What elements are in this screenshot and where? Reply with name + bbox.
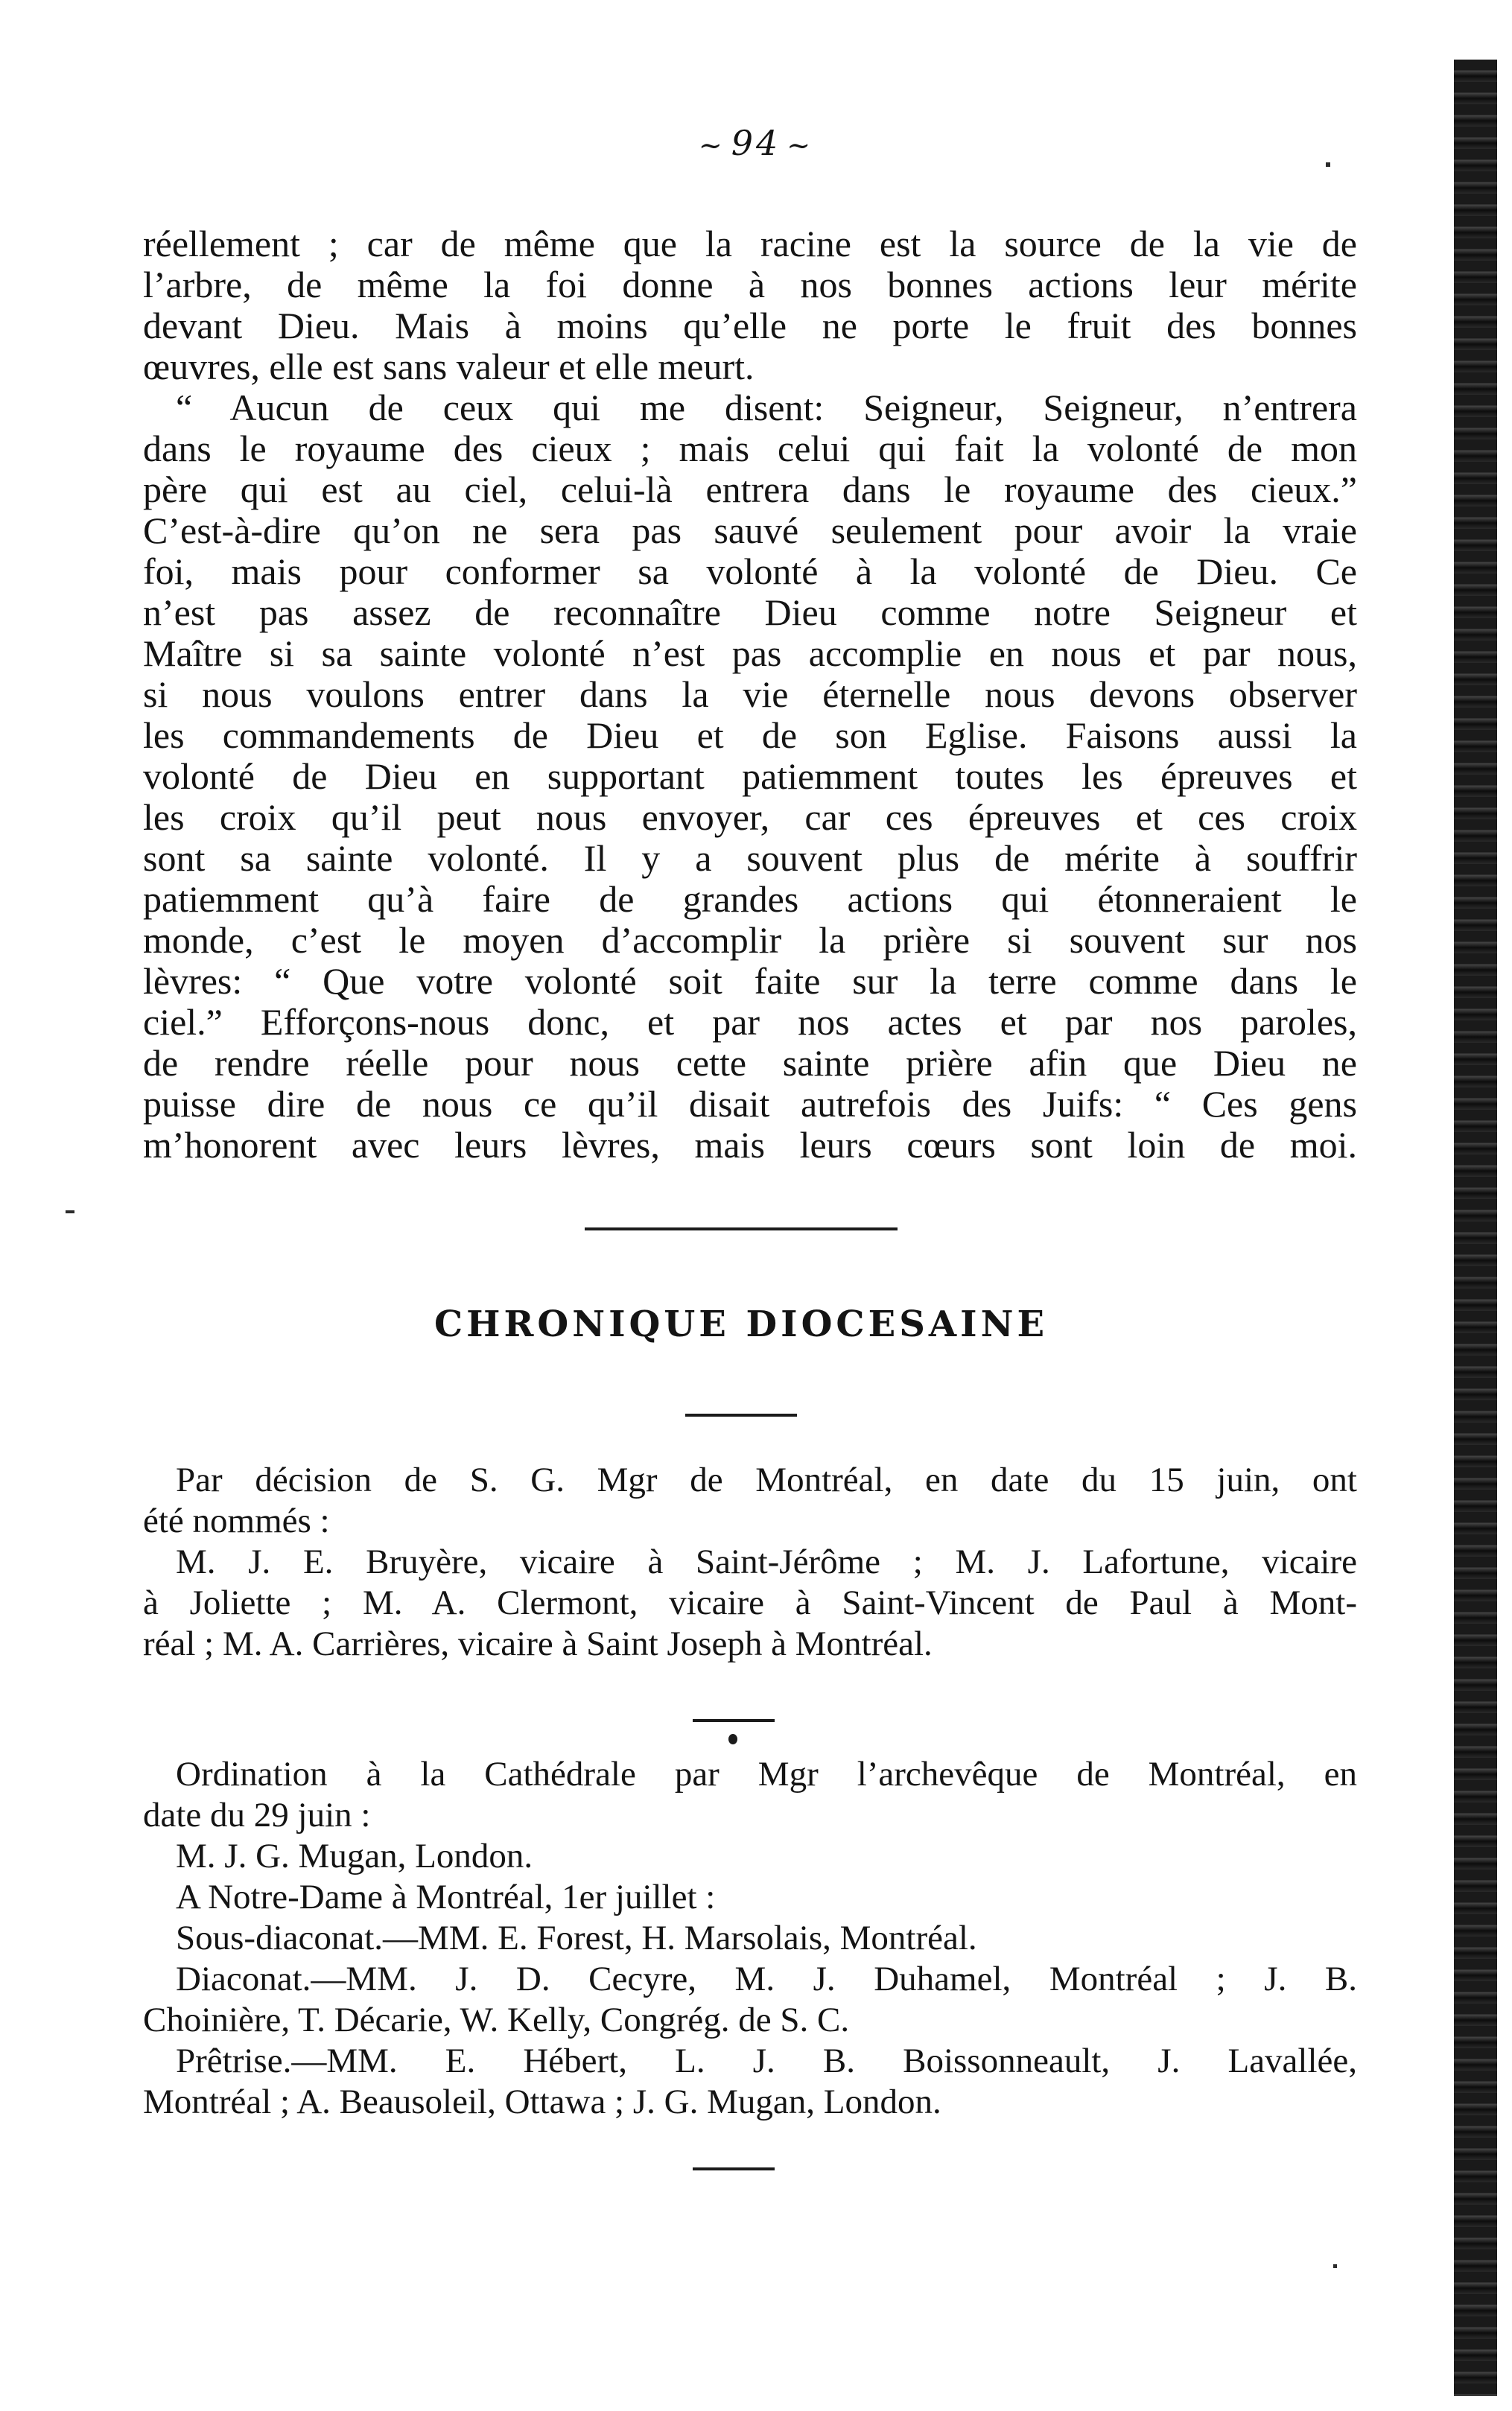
page-binding-edge [1454,60,1497,2396]
text-line: puisse dire de nous ce qu’il disait autrefois des Juifs: “ Ces gens [143,1084,1357,1125]
text-line: foi, mais pour conformer sa volonté à la volonté de Dieu. Ce [143,551,1357,592]
continuation-paragraph [143,223,1357,387]
text-line: M. J. E. Bruyère, vicaire à Saint-Jérôme ; M. J. Lafortune, vicaire [176,1543,1357,1581]
text-line: Montréal ; A. Beausoleil, Ottawa ; J. G. Mugan, London. [143,2083,941,2121]
text-line: les croix qu’il peut nous envoyer, car ces épreuves et ces croix [143,797,1357,838]
text-line: volonté de Dieu en supportant patiemment toutes les épreuves et [143,756,1357,797]
text-line: C’est-à-dire qu’on ne sera pas sauvé seulement pour avoir la vraie [143,510,1357,551]
text-line: date du 29 juin : [143,1796,371,1835]
text-line: “ Aucun de ceux qui me disent: Seigneur, Seigneur, n’entrera [176,387,1357,428]
text-line: à Joliette ; M. A. Clermont, vicaire à Saint-Vincent de Paul à Mont- [143,1583,1357,1622]
divider-rule [685,1414,797,1417]
main-paragraph [143,387,1357,1166]
text-line: A Notre-Dame à Montréal, 1er juillet : [176,1878,716,1916]
text-line: m’honorent avec leurs lèvres, mais leurs cœurs sont loin de moi. [143,1125,1357,1166]
divider-rule [693,2167,775,2170]
text-line: Maître si sa sainte volonté n’est pas accomplie en nous et par nous, [143,633,1357,674]
section-title: CHRONIQUE DIOCESAINE [433,1303,1049,1345]
divider-rule [693,1719,775,1722]
text-line: de rendre réelle pour nous cette sainte prière afin que Dieu ne [143,1043,1357,1084]
nominations-paragraph [143,1460,1357,1665]
text-line: Prêtrise.—MM. E. Hébert, L. J. B. Boissonneault, J. Lavallée, [176,2042,1357,2080]
text-line: père qui est au ciel, celui-là entrera dans le royaume des cieux.” [143,469,1357,510]
text-line: été nommés : [143,1502,330,1540]
print-speck [1326,162,1330,167]
text-line: Diaconat.—MM. J. D. Cecyre, M. J. Duhamel, Montréal ; J. B. [176,1960,1357,1998]
ordination-paragraph [143,1754,1357,2123]
page-number: ~ 94 ~ [0,123,1512,163]
text-line: sont sa sainte volonté. Il y a souvent plus de mérite à souffrir [143,838,1357,879]
text-line: Par décision de S. G. Mgr de Montréal, en date du 15 juin, ont [176,1461,1357,1499]
text-line: Ordination à la Cathédrale par Mgr l’archevêque de Montréal, en [176,1755,1357,1794]
text-line: l’arbre, de même la foi donne à nos bonnes actions leur mérite [143,264,1357,305]
text-line: Choinière, T. Décarie, W. Kelly, Congrég. de S. C. [143,2001,850,2039]
text-line: œuvres, elle est sans valeur et elle meurt. [143,346,755,387]
text-line: M. J. G. Mugan, London. [176,1837,533,1875]
divider-rule [585,1227,898,1230]
print-speck [1333,2264,1337,2268]
text-line: ciel.” Efforçons-nous donc, et par nos actes et par nos paroles, [143,1002,1357,1043]
text-line: n’est pas assez de reconnaître Dieu comme notre Seigneur et [143,592,1357,633]
text-line: réal ; M. A. Carrières, vicaire à Saint Joseph à Montréal. [143,1624,933,1663]
text-line: dans le royaume des cieux ; mais celui qui fait la volonté de mon [143,428,1357,469]
text-line: devant Dieu. Mais à moins qu’elle ne porte le fruit des bonnes [143,305,1357,346]
print-speck [66,1210,74,1213]
text-line: les commandements de Dieu et de son Eglise. Faisons aussi la [143,715,1357,756]
text-line: réellement ; car de même que la racine est la source de la vie de [143,223,1357,264]
text-line: si nous voulons entrer dans la vie éternelle nous devons observer [143,674,1357,715]
text-line: Sous-diaconat.—MM. E. Forest, H. Marsolais, Montréal. [176,1919,977,1957]
text-line: lèvres: “ Que votre volonté soit faite sur la terre comme dans le [143,961,1357,1002]
divider-dot [728,1734,737,1744]
text-line: monde, c’est le moyen d’accomplir la prière si souvent sur nos [143,920,1357,961]
text-line: patiemment qu’à faire de grandes actions qui étonneraient le [143,879,1357,920]
